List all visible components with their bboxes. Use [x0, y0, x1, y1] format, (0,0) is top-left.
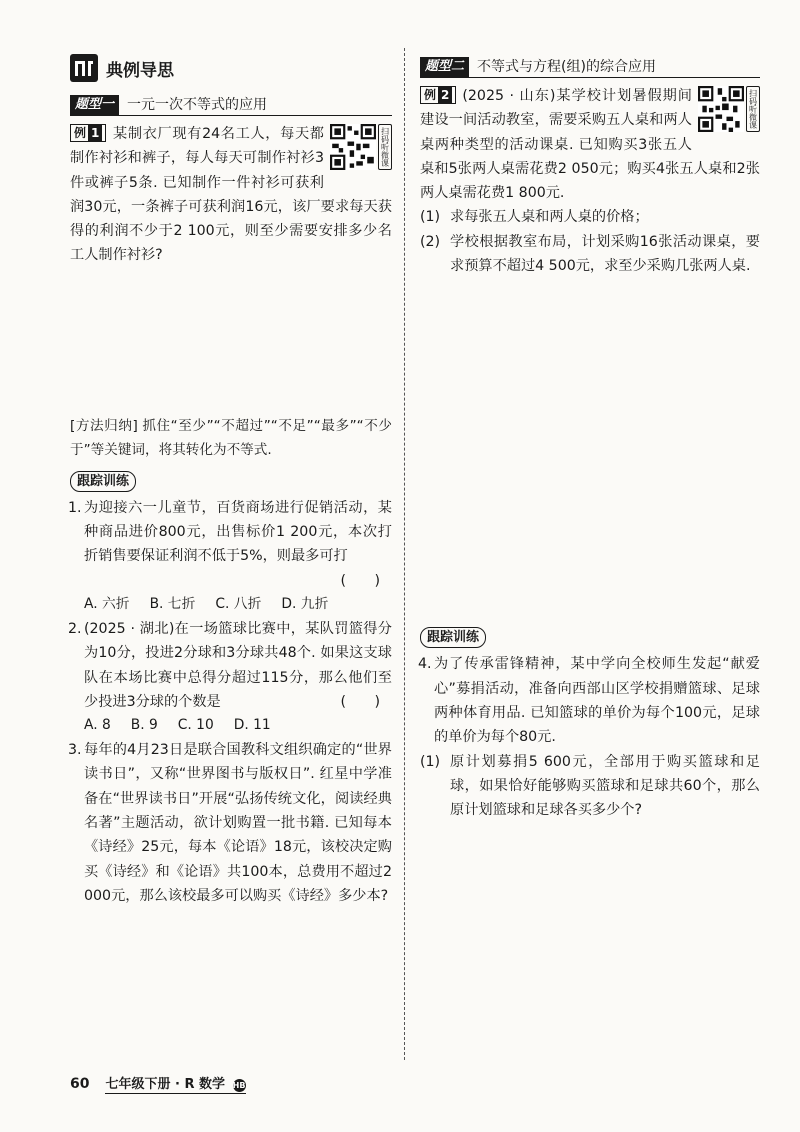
question-text: 每年的4月23日是联合国教科文组织确定的“世界读书日”，又称“世界图书与版权日”. 红星中学准备在“世界读书日”开展“弘扬传统文化，阅读经典名著”主题活动，欲计划购置一批书籍. 已知每本《诗经》25元，每本《论语》18元，该校决定购买《诗经》和《论语》共100本，总费用不超过2 000元，那么该校最多可以购买《诗经》多少本? — [84, 742, 392, 904]
track-header-1 — [70, 470, 392, 492]
sub-number: (1) — [420, 753, 441, 770]
question-text: 为迎接六一儿童节，百货商场进行促销活动，某种商品进价800元，出售标价1 200元，本次打折销售要保证利润不低于5%，则最多可打 — [84, 499, 392, 565]
option-b: B. 9 — [130, 717, 158, 734]
type1-title: 一元一次不等式的应用 — [127, 97, 268, 113]
sub-text: 原计划募捐5 600元，全部用于购买篮球和足球，如果恰好能够购买篮球和足球共60个，那么原计划篮球和足球各买多少个? — [450, 753, 760, 819]
option-d: D. 11 — [233, 717, 271, 734]
right-column — [420, 52, 760, 822]
question-3 — [70, 738, 392, 908]
example-2-sub-1 — [420, 205, 760, 229]
qr-code-icon[interactable] — [330, 124, 376, 170]
question-number: 2. — [68, 620, 82, 637]
example-1-tag: 例 1 — [70, 124, 106, 142]
answer-paren: ( ) — [340, 693, 380, 710]
example-2-tag: 例 2 — [420, 86, 456, 104]
type1-header — [70, 94, 392, 116]
answer-paren: ( ) — [340, 572, 380, 589]
question-1 — [70, 496, 392, 569]
qr-label: 扫码听微课 — [746, 86, 760, 132]
page-footer — [70, 1073, 246, 1094]
question-number: 1. — [68, 499, 82, 516]
page-number: 60 — [70, 1075, 90, 1092]
edition-badge-icon: HB — [232, 1081, 246, 1090]
left-column — [70, 52, 392, 908]
example-2 — [420, 84, 760, 205]
section-logo-icon — [70, 54, 98, 82]
sub-text: 求每张五人桌和两人桌的价格； — [450, 209, 649, 226]
question-text: (2025 · 湖北)在一场篮球比赛中，某队罚篮得分为10分，投进2分球和3分球共48个. 如果这支球队在本场比赛中总得分超过115分，那么他们至少投进3分球的个数是 — [84, 620, 392, 710]
sub-number: (1) — [420, 209, 441, 226]
question-text: 为了传承雷锋精神，某中学向全校师生发起“献爱心”募捐活动，准备向西部山区学校捐赠篮球、足球两种体育用品. 已知篮球的单价为每个100元，足球的单价为每个80元. — [434, 656, 760, 746]
type2-title: 不等式与方程(组)的综合应用 — [477, 59, 656, 75]
example-2-qr[interactable] — [698, 86, 760, 132]
example-2-sub-2 — [420, 230, 760, 279]
sub-number: (2) — [420, 233, 441, 250]
column-divider — [404, 48, 405, 1060]
example-1-qr[interactable] — [330, 124, 392, 170]
answer-space — [70, 268, 392, 400]
question-number: 4. — [418, 656, 432, 673]
section-title: 典例导思 — [106, 60, 174, 81]
option-c: C. 10 — [177, 717, 214, 734]
type1-tag: 题型一 — [70, 95, 119, 115]
footer-grade: 七年级下册 · R — [105, 1077, 195, 1092]
question-2 — [70, 617, 392, 714]
track-badge: 跟踪训练 — [420, 627, 486, 648]
footer-book-info — [105, 1073, 245, 1094]
footer-subject: 数学 — [199, 1077, 226, 1092]
option-a: A. 8 — [84, 717, 111, 734]
method-summary — [70, 414, 392, 462]
example-1-text: 某制衣厂现有24名工人，每天都制作衬衫和裤子，每人每天可制作衬衫3件或裤子5条. 已知制作一件衬衫可获利润30元，一条裤子可获利润16元，该厂要求每天获得的利润不少于2 100元，则至少需要安排多少名工人制作衬衫? — [70, 126, 392, 264]
question-1-options — [70, 593, 392, 615]
example-1 — [70, 122, 392, 268]
question-4-sub-1 — [420, 750, 760, 823]
track-header-2 — [420, 626, 760, 648]
question-number: 3. — [68, 742, 82, 759]
method-tag: [方法归纳] — [70, 417, 138, 434]
example-2-text: (2025 · 山东)某学校计划暑假期间建设一间活动教室，需要采购五人桌和两人桌两种类型的活动课桌. 已知购买3张五人桌和5张两人桌需花费2 050元；购买4张五人桌和2张两人桌需花费1 800元. — [420, 88, 760, 202]
question-4 — [420, 652, 760, 749]
option-a: A. 六折 — [84, 595, 130, 612]
type2-header — [420, 56, 760, 78]
type2-tag: 题型二 — [420, 57, 469, 77]
sub-text: 学校根据教室布局，计划采购16张活动课桌，要求预算不超过4 500元，求至少采购几张两人桌. — [450, 233, 760, 275]
question-2-options — [70, 714, 392, 736]
method-text: 抓住“至少”“不超过”“不足”“最多”“不少于”等关键词，将其转化为不等式. — [70, 417, 392, 458]
option-b: B. 七折 — [149, 595, 196, 612]
track-badge: 跟踪训练 — [70, 471, 136, 492]
answer-space — [420, 278, 760, 618]
section-header — [70, 52, 392, 84]
qr-code-icon[interactable] — [698, 86, 744, 132]
option-d: D. 九折 — [281, 595, 329, 612]
option-c: C. 八折 — [215, 595, 262, 612]
qr-label: 扫码听微课 — [378, 124, 392, 170]
